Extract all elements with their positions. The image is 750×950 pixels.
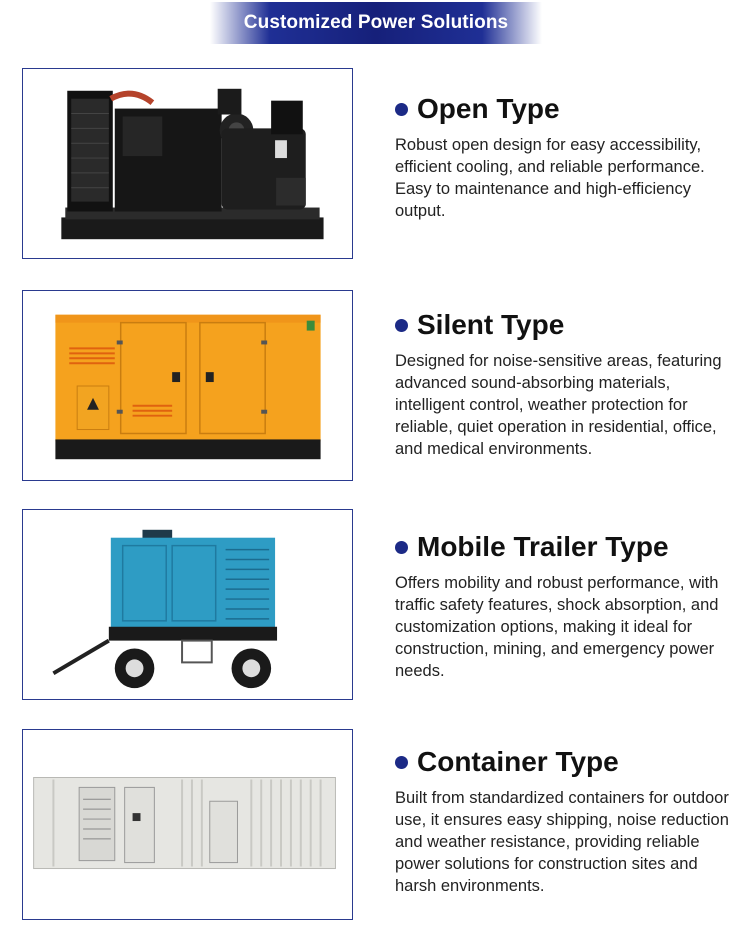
trailer-type-description: Offers mobility and robust performance, with traffic safety features, shock absorption, and customization options, making it ideal for construction, mining, and emergency power needs. [395,574,719,680]
container-type-title: Container Type [417,746,619,777]
silent-type-image-card [22,290,353,481]
container-type-section [395,745,740,897]
silent-type-section [395,308,740,460]
bullet-dot-icon [395,319,408,332]
container-generator-image [23,730,352,919]
bullet-dot-icon [395,756,408,769]
section-title [395,308,740,342]
silent-type-title: Silent Type [417,309,565,340]
open-type-description: Robust open design for easy accessibility, efficient cooling, and reliable performance. Easy to maintenance and high-efficiency output. [395,136,705,220]
trailer-type-title: Mobile Trailer Type [417,531,669,562]
open-generator-image [23,69,352,258]
silent-generator-image [23,291,352,480]
trailer-type-section [395,530,740,682]
container-type-image-card [22,729,353,920]
bullet-dot-icon [395,541,408,554]
section-title [395,745,740,779]
page-title: Customized Power Solutions [243,12,509,33]
header-banner [210,2,542,44]
silent-type-description: Designed for noise-sensitive areas, featuring advanced sound-absorbing materials, intelligent control, weather protection for reliable, quiet operation in residential, office, and medical environments. [395,352,722,458]
open-type-image-card [22,68,353,259]
open-type-title: Open Type [417,93,560,124]
trailer-generator-image [23,510,352,699]
bullet-dot-icon [395,103,408,116]
section-title [395,530,740,564]
open-type-section [395,92,740,222]
trailer-type-image-card [22,509,353,700]
section-title [395,92,740,126]
container-type-description: Built from standardized containers for outdoor use, it ensures easy shipping, noise reduction and weather resistance, providing reliable power solutions for construction sites and harsh environments. [395,789,729,895]
